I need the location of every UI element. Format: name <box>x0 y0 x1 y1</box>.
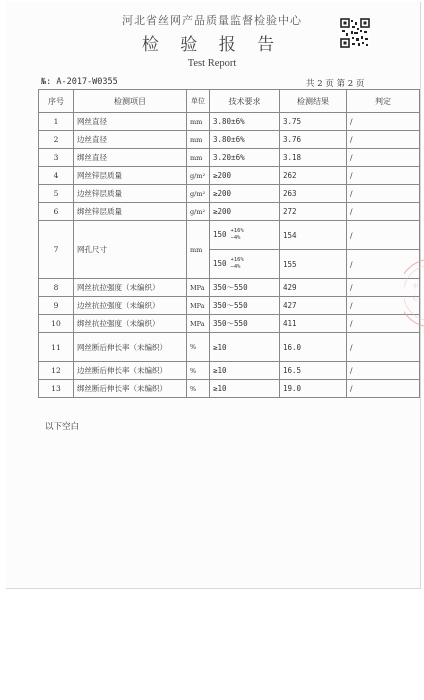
row-requirement: 3.20±6% <box>210 149 280 167</box>
row-requirement <box>210 250 280 279</box>
row-item: 绑丝直径 <box>74 149 187 167</box>
row-item: 网丝抗拉强度（未编织） <box>74 279 187 297</box>
row-result: 3.18 <box>280 149 347 167</box>
row-requirement: ≥10 <box>210 333 280 362</box>
qr-code-icon <box>340 18 370 48</box>
row-requirement <box>210 221 280 250</box>
table-row <box>39 203 420 221</box>
report-title-en: Test Report <box>187 58 237 69</box>
row-unit: mm <box>187 149 210 167</box>
row-no: 11 <box>39 333 74 362</box>
row-judgement: / <box>347 185 420 203</box>
row-judgement: / <box>347 380 420 398</box>
tolerance <box>231 257 244 271</box>
row-no: 13 <box>39 380 74 398</box>
table-row <box>39 333 420 362</box>
row-unit: mm <box>187 113 210 131</box>
row-judgement: / <box>347 250 420 279</box>
row-result: 155 <box>280 250 347 279</box>
row-no: 12 <box>39 362 74 380</box>
row-no: 2 <box>39 131 74 149</box>
row-item: 网孔尺寸 <box>74 221 187 279</box>
report-title-cn: 检 验 报 告 <box>141 35 283 55</box>
row-requirement: 3.80±6% <box>210 131 280 149</box>
row-unit: MPa <box>187 279 210 297</box>
tolerance-plus: +16% <box>230 228 244 234</box>
tolerance <box>231 228 244 242</box>
row-requirement: 3.80±6% <box>210 113 280 131</box>
col-header-result: 检测结果 <box>280 90 347 113</box>
table-row <box>39 297 420 315</box>
tolerance-minus: −4% <box>230 264 241 270</box>
row-judgement: / <box>347 333 420 362</box>
col-header-judgement: 判定 <box>347 90 420 113</box>
row-result: 411 <box>280 315 347 333</box>
table-row <box>39 149 420 167</box>
row-result: 3.76 <box>280 131 347 149</box>
col-header-requirement: 技术要求 <box>210 90 280 113</box>
row-unit: MPa <box>187 315 210 333</box>
blank-below-note: 以下空白 <box>45 422 80 432</box>
row-no: 8 <box>39 279 74 297</box>
table-header-row <box>39 90 420 113</box>
row-no: 3 <box>39 149 74 167</box>
row-unit: g/m² <box>187 203 210 221</box>
row-judgement: / <box>347 203 420 221</box>
row-item: 网丝锌层质量 <box>74 167 187 185</box>
row-requirement: ≥200 <box>210 203 280 221</box>
tolerance-minus: −4% <box>230 235 241 241</box>
row-result: 154 <box>280 221 347 250</box>
row-item: 网丝断后伸长率（未编织） <box>74 333 187 362</box>
table-row <box>39 185 420 203</box>
row-result: 16.5 <box>280 362 347 380</box>
row-unit: mm <box>187 131 210 149</box>
row-no: 9 <box>39 297 74 315</box>
seal-stamp-icon <box>404 258 424 328</box>
mesh-base-value: 150 <box>213 230 227 239</box>
row-judgement: / <box>347 221 420 250</box>
row-judgement: / <box>347 362 420 380</box>
test-results-table <box>38 89 420 398</box>
row-result: 3.75 <box>280 113 347 131</box>
row-requirement: ≥200 <box>210 167 280 185</box>
col-header-no: 序号 <box>39 90 74 113</box>
row-item: 边丝直径 <box>74 131 187 149</box>
svg-text:心: 心 <box>413 296 419 302</box>
row-item: 绑丝锌层质量 <box>74 203 187 221</box>
row-no: 1 <box>39 113 74 131</box>
row-no: 10 <box>39 315 74 333</box>
row-item: 绑丝断后伸长率（未编织） <box>74 380 187 398</box>
row-item: 边丝锌层质量 <box>74 185 187 203</box>
table-row <box>39 362 420 380</box>
row-requirement: 350～550 <box>210 297 280 315</box>
row-judgement: / <box>347 149 420 167</box>
report-number: №: A-2017-W0355 <box>41 77 118 87</box>
row-judgement: / <box>347 315 420 333</box>
row-unit: % <box>187 362 210 380</box>
col-header-item: 检测项目 <box>74 90 187 113</box>
row-unit: mm <box>187 221 210 279</box>
row-unit: g/m² <box>187 185 210 203</box>
row-judgement: / <box>347 131 420 149</box>
row-requirement: 350～550 <box>210 315 280 333</box>
row-item: 边丝断后伸长率（未编织） <box>74 362 187 380</box>
table-row <box>39 279 420 297</box>
col-header-unit: 单位 <box>187 90 210 113</box>
row-requirement: ≥200 <box>210 185 280 203</box>
table-row <box>39 113 420 131</box>
row-unit: g/m² <box>187 167 210 185</box>
row-no: 5 <box>39 185 74 203</box>
institute-name: 河北省丝网产品质量监督检验中心 <box>122 14 302 27</box>
row-item: 网丝直径 <box>74 113 187 131</box>
row-result: 429 <box>280 279 347 297</box>
table-row <box>39 315 420 333</box>
row-unit: % <box>187 333 210 362</box>
row-result: 262 <box>280 167 347 185</box>
row-no: 4 <box>39 167 74 185</box>
row-judgement: / <box>347 297 420 315</box>
table-row <box>39 131 420 149</box>
table-row-mesh <box>39 221 420 250</box>
row-result: 263 <box>280 185 347 203</box>
mesh-base-value: 150 <box>213 259 227 268</box>
row-requirement: ≥10 <box>210 380 280 398</box>
row-result: 427 <box>280 297 347 315</box>
row-item: 边丝抗拉强度（未编织） <box>74 297 187 315</box>
row-judgement: / <box>347 167 420 185</box>
row-result: 272 <box>280 203 347 221</box>
row-result: 16.0 <box>280 333 347 362</box>
tolerance-plus: +16% <box>230 257 244 263</box>
page-indicator: 共 2 页 第 2 页 <box>306 79 365 89</box>
row-no: 7 <box>39 221 74 279</box>
row-judgement: / <box>347 279 420 297</box>
row-requirement: 350～550 <box>210 279 280 297</box>
row-requirement: ≥10 <box>210 362 280 380</box>
table-row <box>39 380 420 398</box>
svg-text:中: 中 <box>413 284 419 290</box>
table-row <box>39 167 420 185</box>
row-result: 19.0 <box>280 380 347 398</box>
row-unit: % <box>187 380 210 398</box>
row-judgement: / <box>347 113 420 131</box>
row-item: 绑丝抗拉强度（未编织） <box>74 315 187 333</box>
row-no: 6 <box>39 203 74 221</box>
row-unit: MPa <box>187 297 210 315</box>
